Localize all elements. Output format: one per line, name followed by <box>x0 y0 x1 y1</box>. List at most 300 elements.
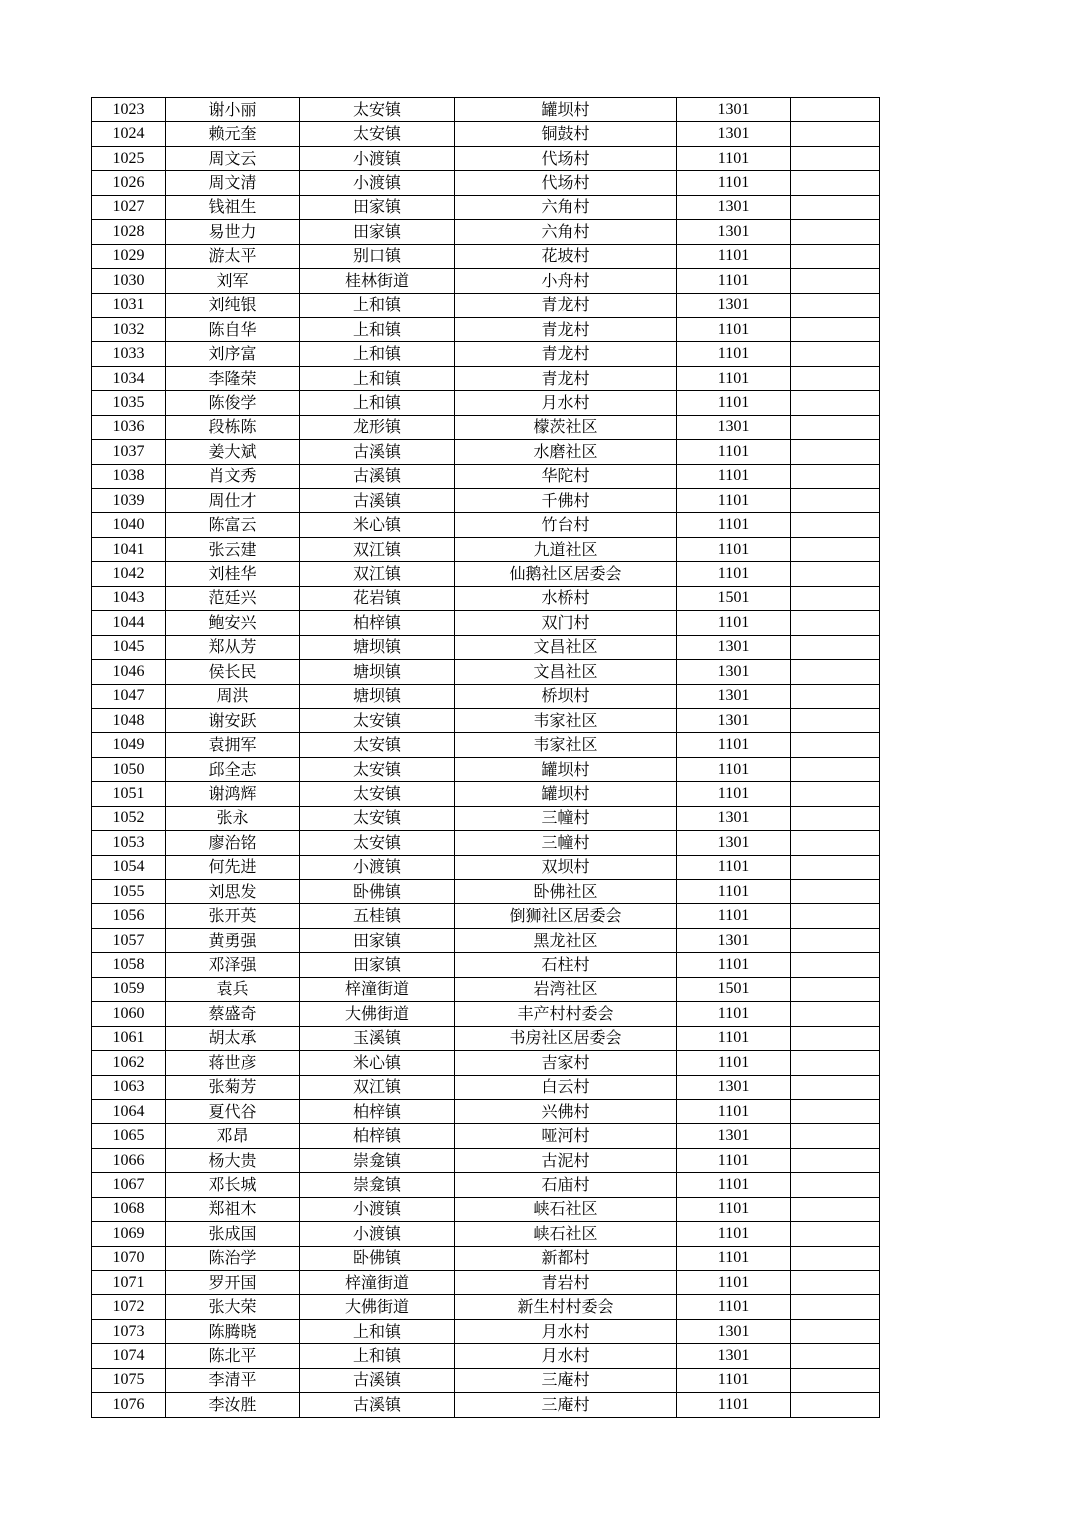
cell-extra <box>791 489 880 513</box>
cell-person-name: 刘思发 <box>166 880 300 904</box>
cell-village: 韦家社区 <box>455 733 677 757</box>
table-row <box>92 537 880 561</box>
cell-serial-number: 1048 <box>92 708 166 732</box>
cell-extra <box>791 855 880 879</box>
table-row <box>92 1344 880 1368</box>
table-row <box>92 269 880 293</box>
table-row <box>92 635 880 659</box>
cell-serial-number: 1073 <box>92 1319 166 1343</box>
cell-extra <box>791 1124 880 1148</box>
cell-town: 双江镇 <box>300 537 455 561</box>
cell-extra <box>791 195 880 219</box>
cell-town: 古溪镇 <box>300 1368 455 1392</box>
cell-person-name: 赖元奎 <box>166 122 300 146</box>
table-row <box>92 586 880 610</box>
cell-serial-number: 1027 <box>92 195 166 219</box>
table-row <box>92 464 880 488</box>
cell-code: 1301 <box>677 293 791 317</box>
table-row <box>92 366 880 390</box>
cell-serial-number: 1043 <box>92 586 166 610</box>
table-row <box>92 1246 880 1270</box>
cell-village: 九道社区 <box>455 537 677 561</box>
table-row <box>92 415 880 439</box>
cell-extra <box>791 537 880 561</box>
cell-town: 玉溪镇 <box>300 1026 455 1050</box>
table-row <box>92 1222 880 1246</box>
cell-code: 1101 <box>677 1099 791 1123</box>
cell-village: 新生村村委会 <box>455 1295 677 1319</box>
cell-village: 卧佛社区 <box>455 880 677 904</box>
cell-serial-number: 1037 <box>92 440 166 464</box>
cell-village: 华陀村 <box>455 464 677 488</box>
cell-serial-number: 1066 <box>92 1148 166 1172</box>
cell-code: 1101 <box>677 440 791 464</box>
cell-code: 1301 <box>677 220 791 244</box>
table-row <box>92 391 880 415</box>
table-row <box>92 293 880 317</box>
cell-serial-number: 1075 <box>92 1368 166 1392</box>
cell-town: 太安镇 <box>300 831 455 855</box>
cell-town: 上和镇 <box>300 293 455 317</box>
cell-serial-number: 1044 <box>92 611 166 635</box>
cell-village: 峡石社区 <box>455 1222 677 1246</box>
cell-code: 1101 <box>677 880 791 904</box>
cell-town: 崇龛镇 <box>300 1173 455 1197</box>
cell-town: 桂林街道 <box>300 269 455 293</box>
cell-code: 1101 <box>677 1026 791 1050</box>
cell-village: 月水村 <box>455 1319 677 1343</box>
cell-serial-number: 1065 <box>92 1124 166 1148</box>
cell-town: 太安镇 <box>300 98 455 122</box>
cell-person-name: 邓泽强 <box>166 953 300 977</box>
cell-person-name: 邓长城 <box>166 1173 300 1197</box>
cell-code: 1301 <box>677 1344 791 1368</box>
cell-person-name: 肖文秀 <box>166 464 300 488</box>
cell-village: 石庙村 <box>455 1173 677 1197</box>
cell-code: 1501 <box>677 586 791 610</box>
cell-village: 峡石社区 <box>455 1197 677 1221</box>
cell-code: 1101 <box>677 513 791 537</box>
cell-person-name: 廖治铭 <box>166 831 300 855</box>
cell-extra <box>791 513 880 537</box>
cell-village: 三庵村 <box>455 1368 677 1392</box>
cell-town: 大佛街道 <box>300 1295 455 1319</box>
cell-extra <box>791 1051 880 1075</box>
table-row <box>92 1099 880 1123</box>
table-row <box>92 1124 880 1148</box>
cell-extra <box>791 953 880 977</box>
cell-town: 小渡镇 <box>300 855 455 879</box>
cell-extra <box>791 391 880 415</box>
cell-serial-number: 1039 <box>92 489 166 513</box>
table-row <box>92 1075 880 1099</box>
cell-person-name: 张菊芳 <box>166 1075 300 1099</box>
table-row <box>92 146 880 170</box>
cell-town: 五桂镇 <box>300 904 455 928</box>
cell-code: 1101 <box>677 1051 791 1075</box>
cell-village: 双坝村 <box>455 855 677 879</box>
cell-person-name: 邱全志 <box>166 757 300 781</box>
cell-extra <box>791 415 880 439</box>
cell-code: 1301 <box>677 1124 791 1148</box>
cell-village: 三庵村 <box>455 1393 677 1417</box>
cell-code: 1101 <box>677 1295 791 1319</box>
cell-village: 青龙村 <box>455 366 677 390</box>
cell-village: 代场村 <box>455 171 677 195</box>
table-row <box>92 317 880 341</box>
cell-town: 上和镇 <box>300 1344 455 1368</box>
cell-serial-number: 1057 <box>92 928 166 952</box>
cell-code: 1301 <box>677 635 791 659</box>
cell-code: 1101 <box>677 1173 791 1197</box>
cell-town: 太安镇 <box>300 757 455 781</box>
cell-extra <box>791 366 880 390</box>
cell-village: 韦家社区 <box>455 708 677 732</box>
cell-serial-number: 1023 <box>92 98 166 122</box>
cell-serial-number: 1054 <box>92 855 166 879</box>
cell-village: 代场村 <box>455 146 677 170</box>
cell-town: 柏梓镇 <box>300 1124 455 1148</box>
cell-serial-number: 1067 <box>92 1173 166 1197</box>
cell-town: 梓潼街道 <box>300 1271 455 1295</box>
cell-extra <box>791 98 880 122</box>
cell-village: 文昌社区 <box>455 635 677 659</box>
cell-town: 花岩镇 <box>300 586 455 610</box>
cell-village: 仙鹅社区居委会 <box>455 562 677 586</box>
cell-town: 古溪镇 <box>300 464 455 488</box>
cell-town: 上和镇 <box>300 342 455 366</box>
cell-village: 六角村 <box>455 220 677 244</box>
cell-town: 上和镇 <box>300 317 455 341</box>
cell-village: 花坡村 <box>455 244 677 268</box>
cell-code: 1101 <box>677 562 791 586</box>
cell-serial-number: 1076 <box>92 1393 166 1417</box>
cell-town: 太安镇 <box>300 782 455 806</box>
cell-town: 小渡镇 <box>300 146 455 170</box>
cell-serial-number: 1060 <box>92 1002 166 1026</box>
cell-town: 柏梓镇 <box>300 611 455 635</box>
cell-serial-number: 1031 <box>92 293 166 317</box>
table-row <box>92 1148 880 1172</box>
cell-code: 1101 <box>677 733 791 757</box>
cell-extra <box>791 269 880 293</box>
cell-serial-number: 1032 <box>92 317 166 341</box>
cell-serial-number: 1068 <box>92 1197 166 1221</box>
cell-serial-number: 1063 <box>92 1075 166 1099</box>
cell-town: 塘坝镇 <box>300 684 455 708</box>
cell-village: 青龙村 <box>455 317 677 341</box>
cell-code: 1101 <box>677 391 791 415</box>
cell-person-name: 周仕才 <box>166 489 300 513</box>
cell-extra <box>791 1197 880 1221</box>
cell-code: 1301 <box>677 122 791 146</box>
table-row <box>92 1197 880 1221</box>
cell-serial-number: 1052 <box>92 806 166 830</box>
cell-person-name: 刘桂华 <box>166 562 300 586</box>
cell-serial-number: 1069 <box>92 1222 166 1246</box>
cell-town: 塘坝镇 <box>300 660 455 684</box>
cell-person-name: 杨大贵 <box>166 1148 300 1172</box>
cell-serial-number: 1050 <box>92 757 166 781</box>
cell-person-name: 蔡盛奇 <box>166 1002 300 1026</box>
cell-code: 1501 <box>677 977 791 1001</box>
cell-extra <box>791 611 880 635</box>
table-row <box>92 1319 880 1343</box>
cell-person-name: 郑祖木 <box>166 1197 300 1221</box>
cell-extra <box>791 1246 880 1270</box>
table-row <box>92 342 880 366</box>
cell-person-name: 谢安跃 <box>166 708 300 732</box>
table-row <box>92 928 880 952</box>
cell-village: 小舟村 <box>455 269 677 293</box>
table-row <box>92 440 880 464</box>
cell-code: 1301 <box>677 660 791 684</box>
cell-extra <box>791 660 880 684</box>
records-table <box>91 97 880 1418</box>
cell-person-name: 罗开国 <box>166 1271 300 1295</box>
cell-code: 1101 <box>677 317 791 341</box>
cell-serial-number: 1034 <box>92 366 166 390</box>
table-row <box>92 806 880 830</box>
cell-code: 1301 <box>677 806 791 830</box>
cell-town: 小渡镇 <box>300 1222 455 1246</box>
cell-extra <box>791 782 880 806</box>
cell-serial-number: 1059 <box>92 977 166 1001</box>
cell-code: 1301 <box>677 98 791 122</box>
cell-extra <box>791 708 880 732</box>
cell-serial-number: 1026 <box>92 171 166 195</box>
cell-village: 六角村 <box>455 195 677 219</box>
cell-serial-number: 1049 <box>92 733 166 757</box>
cell-code: 1301 <box>677 684 791 708</box>
cell-village: 双门村 <box>455 611 677 635</box>
cell-extra <box>791 1075 880 1099</box>
cell-serial-number: 1047 <box>92 684 166 708</box>
cell-person-name: 李清平 <box>166 1368 300 1392</box>
cell-person-name: 段栋陈 <box>166 415 300 439</box>
cell-person-name: 范廷兴 <box>166 586 300 610</box>
cell-person-name: 刘纯银 <box>166 293 300 317</box>
cell-extra <box>791 635 880 659</box>
cell-serial-number: 1055 <box>92 880 166 904</box>
cell-serial-number: 1062 <box>92 1051 166 1075</box>
cell-village: 倒狮社区居委会 <box>455 904 677 928</box>
cell-code: 1301 <box>677 1075 791 1099</box>
cell-code: 1101 <box>677 1271 791 1295</box>
cell-serial-number: 1061 <box>92 1026 166 1050</box>
cell-person-name: 夏代谷 <box>166 1099 300 1123</box>
cell-person-name: 邓昂 <box>166 1124 300 1148</box>
cell-town: 太安镇 <box>300 806 455 830</box>
cell-extra <box>791 317 880 341</box>
cell-town: 上和镇 <box>300 1319 455 1343</box>
table-row <box>92 1393 880 1417</box>
cell-town: 卧佛镇 <box>300 1246 455 1270</box>
cell-extra <box>791 1002 880 1026</box>
table-row <box>92 855 880 879</box>
cell-serial-number: 1064 <box>92 1099 166 1123</box>
cell-code: 1101 <box>677 855 791 879</box>
cell-person-name: 陈治学 <box>166 1246 300 1270</box>
cell-serial-number: 1051 <box>92 782 166 806</box>
table-row <box>92 562 880 586</box>
cell-village: 古泥村 <box>455 1148 677 1172</box>
cell-code: 1101 <box>677 1246 791 1270</box>
records-table-body <box>92 98 880 1418</box>
table-row <box>92 733 880 757</box>
table-row <box>92 904 880 928</box>
cell-extra <box>791 440 880 464</box>
cell-village: 千佛村 <box>455 489 677 513</box>
table-row <box>92 880 880 904</box>
table-row <box>92 1271 880 1295</box>
cell-town: 别口镇 <box>300 244 455 268</box>
cell-village: 文昌社区 <box>455 660 677 684</box>
cell-person-name: 刘军 <box>166 269 300 293</box>
cell-extra <box>791 1344 880 1368</box>
cell-serial-number: 1040 <box>92 513 166 537</box>
cell-person-name: 陈腾晓 <box>166 1319 300 1343</box>
cell-extra <box>791 342 880 366</box>
cell-village: 罐坝村 <box>455 98 677 122</box>
table-row <box>92 220 880 244</box>
cell-person-name: 袁兵 <box>166 977 300 1001</box>
cell-extra <box>791 146 880 170</box>
cell-code: 1101 <box>677 1222 791 1246</box>
cell-serial-number: 1053 <box>92 831 166 855</box>
cell-extra <box>791 220 880 244</box>
cell-town: 双江镇 <box>300 1075 455 1099</box>
table-row <box>92 782 880 806</box>
cell-extra <box>791 1148 880 1172</box>
cell-code: 1101 <box>677 146 791 170</box>
cell-code: 1101 <box>677 464 791 488</box>
cell-extra <box>791 293 880 317</box>
cell-code: 1101 <box>677 171 791 195</box>
cell-serial-number: 1033 <box>92 342 166 366</box>
cell-person-name: 谢小丽 <box>166 98 300 122</box>
cell-code: 1301 <box>677 415 791 439</box>
cell-code: 1301 <box>677 1319 791 1343</box>
cell-town: 上和镇 <box>300 366 455 390</box>
cell-town: 田家镇 <box>300 953 455 977</box>
cell-town: 卧佛镇 <box>300 880 455 904</box>
cell-code: 1101 <box>677 953 791 977</box>
cell-serial-number: 1041 <box>92 537 166 561</box>
cell-extra <box>791 562 880 586</box>
cell-village: 月水村 <box>455 1344 677 1368</box>
table-row <box>92 1173 880 1197</box>
cell-person-name: 侯长民 <box>166 660 300 684</box>
cell-code: 1301 <box>677 928 791 952</box>
table-row <box>92 489 880 513</box>
cell-code: 1301 <box>677 195 791 219</box>
cell-extra <box>791 977 880 1001</box>
cell-extra <box>791 1271 880 1295</box>
table-row <box>92 1002 880 1026</box>
table-row <box>92 831 880 855</box>
cell-extra <box>791 733 880 757</box>
cell-serial-number: 1029 <box>92 244 166 268</box>
cell-extra <box>791 1173 880 1197</box>
cell-extra <box>791 464 880 488</box>
cell-person-name: 张成国 <box>166 1222 300 1246</box>
cell-code: 1101 <box>677 1393 791 1417</box>
cell-village: 竹台村 <box>455 513 677 537</box>
cell-town: 小渡镇 <box>300 1197 455 1221</box>
cell-extra <box>791 586 880 610</box>
table-row <box>92 171 880 195</box>
cell-town: 太安镇 <box>300 122 455 146</box>
cell-extra <box>791 1222 880 1246</box>
cell-serial-number: 1072 <box>92 1295 166 1319</box>
cell-code: 1101 <box>677 904 791 928</box>
cell-town: 古溪镇 <box>300 1393 455 1417</box>
cell-serial-number: 1071 <box>92 1271 166 1295</box>
cell-extra <box>791 684 880 708</box>
cell-extra <box>791 1368 880 1392</box>
cell-village: 兴佛村 <box>455 1099 677 1123</box>
cell-village: 新都村 <box>455 1246 677 1270</box>
cell-village: 吉家村 <box>455 1051 677 1075</box>
cell-extra <box>791 1099 880 1123</box>
table-row <box>92 708 880 732</box>
table-row <box>92 953 880 977</box>
cell-code: 1301 <box>677 831 791 855</box>
cell-person-name: 周文清 <box>166 171 300 195</box>
cell-extra <box>791 1393 880 1417</box>
table-row <box>92 98 880 122</box>
cell-extra <box>791 831 880 855</box>
cell-town: 塘坝镇 <box>300 635 455 659</box>
cell-code: 1101 <box>677 1148 791 1172</box>
cell-person-name: 张大荣 <box>166 1295 300 1319</box>
cell-person-name: 陈俊学 <box>166 391 300 415</box>
cell-extra <box>791 1295 880 1319</box>
cell-person-name: 袁拥军 <box>166 733 300 757</box>
cell-code: 1101 <box>677 269 791 293</box>
table-row <box>92 1051 880 1075</box>
cell-code: 1101 <box>677 1002 791 1026</box>
cell-code: 1101 <box>677 537 791 561</box>
table-row <box>92 660 880 684</box>
cell-town: 双江镇 <box>300 562 455 586</box>
cell-town: 大佛街道 <box>300 1002 455 1026</box>
table-row <box>92 513 880 537</box>
cell-serial-number: 1024 <box>92 122 166 146</box>
cell-extra <box>791 880 880 904</box>
cell-extra <box>791 904 880 928</box>
table-row <box>92 195 880 219</box>
table-row <box>92 611 880 635</box>
table-row <box>92 977 880 1001</box>
table-row <box>92 1368 880 1392</box>
cell-serial-number: 1042 <box>92 562 166 586</box>
cell-extra <box>791 244 880 268</box>
cell-code: 1301 <box>677 708 791 732</box>
cell-person-name: 黄勇强 <box>166 928 300 952</box>
cell-serial-number: 1025 <box>92 146 166 170</box>
cell-person-name: 郑从芳 <box>166 635 300 659</box>
cell-extra <box>791 171 880 195</box>
cell-code: 1101 <box>677 782 791 806</box>
cell-village: 青龙村 <box>455 342 677 366</box>
cell-town: 梓潼街道 <box>300 977 455 1001</box>
table-row <box>92 1026 880 1050</box>
cell-code: 1101 <box>677 757 791 781</box>
cell-serial-number: 1028 <box>92 220 166 244</box>
cell-person-name: 谢鸿辉 <box>166 782 300 806</box>
